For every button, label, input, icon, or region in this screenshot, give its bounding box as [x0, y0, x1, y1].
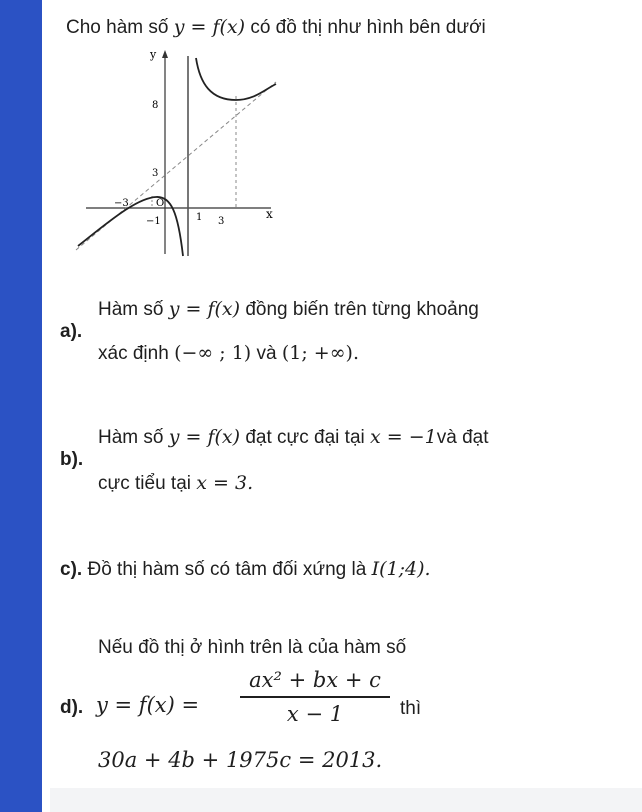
bottom-shade	[50, 788, 642, 812]
fraction-bar	[240, 696, 390, 698]
item-b-line1	[98, 428, 489, 447]
item-b-line2	[98, 474, 253, 493]
item-a-formula: y = f(x)	[168, 298, 241, 320]
item-b-value1: x = −1	[370, 426, 437, 448]
tick-3x: 3	[218, 216, 225, 227]
item-b-label: b).	[60, 449, 84, 470]
item-a-line2-prefix: xác định	[98, 343, 169, 364]
item-b-value2: x = 3.	[196, 472, 254, 494]
item-b-mid: đạt cực đại tại	[245, 427, 365, 448]
tick-1: 1	[196, 212, 203, 223]
item-c-line	[60, 560, 431, 579]
item-d-formula-lhs: y = f(x) =	[96, 693, 200, 717]
item-d-line1: Nếu đồ thị ở hình trên là của hàm số	[98, 637, 407, 658]
x-axis-label: x	[266, 207, 273, 221]
right-branch	[196, 58, 276, 100]
item-a-interval2: (1; +∞).	[281, 342, 360, 364]
tick-minus3: −3	[114, 198, 129, 209]
y-axis-arrow	[162, 50, 168, 58]
left-branch	[78, 197, 183, 256]
y-axis-label: y	[150, 48, 157, 61]
item-a-suffix: đồng biến trên từng khoảng	[245, 299, 479, 320]
left-accent-bar	[0, 0, 42, 812]
item-b-formula: y = f(x)	[168, 426, 241, 448]
item-d-fraction	[240, 668, 390, 726]
item-b-suffix: và đạt	[436, 427, 489, 448]
item-a-label: a).	[60, 321, 83, 342]
tick-8: 8	[152, 100, 159, 111]
fraction-numerator: ax² + bx + c	[249, 668, 381, 692]
item-c-label: c).	[60, 559, 83, 580]
item-d-equation: 30a + 4b + 1975c = 2013.	[98, 748, 383, 772]
intro-formula: y = f(x)	[173, 16, 246, 38]
tick-3y: 3	[152, 168, 159, 179]
item-a-prefix: Hàm số	[98, 299, 164, 320]
item-d-then: thì	[400, 698, 422, 719]
intro-line	[66, 18, 486, 37]
intro-suffix: có đồ thị như hình bên dưới	[250, 17, 486, 38]
tick-minus1: −1	[146, 216, 161, 227]
item-b-line2-prefix: cực tiểu tại	[98, 473, 191, 494]
item-a-line1	[98, 300, 479, 319]
origin-label: O	[156, 198, 165, 209]
item-b-prefix: Hàm số	[98, 427, 164, 448]
intro-prefix: Cho hàm số	[66, 17, 169, 38]
function-graph	[66, 44, 306, 258]
item-a-interval1: (−∞ ; 1)	[174, 342, 252, 364]
fraction-denominator: x − 1	[286, 702, 344, 726]
item-a-line2	[98, 344, 359, 363]
item-c-point: I(1;4).	[371, 558, 431, 580]
item-a-and: và	[256, 343, 277, 364]
item-d-label: d).	[60, 697, 84, 718]
item-c-text: Đồ thị hàm số có tâm đối xứng là	[87, 559, 367, 580]
